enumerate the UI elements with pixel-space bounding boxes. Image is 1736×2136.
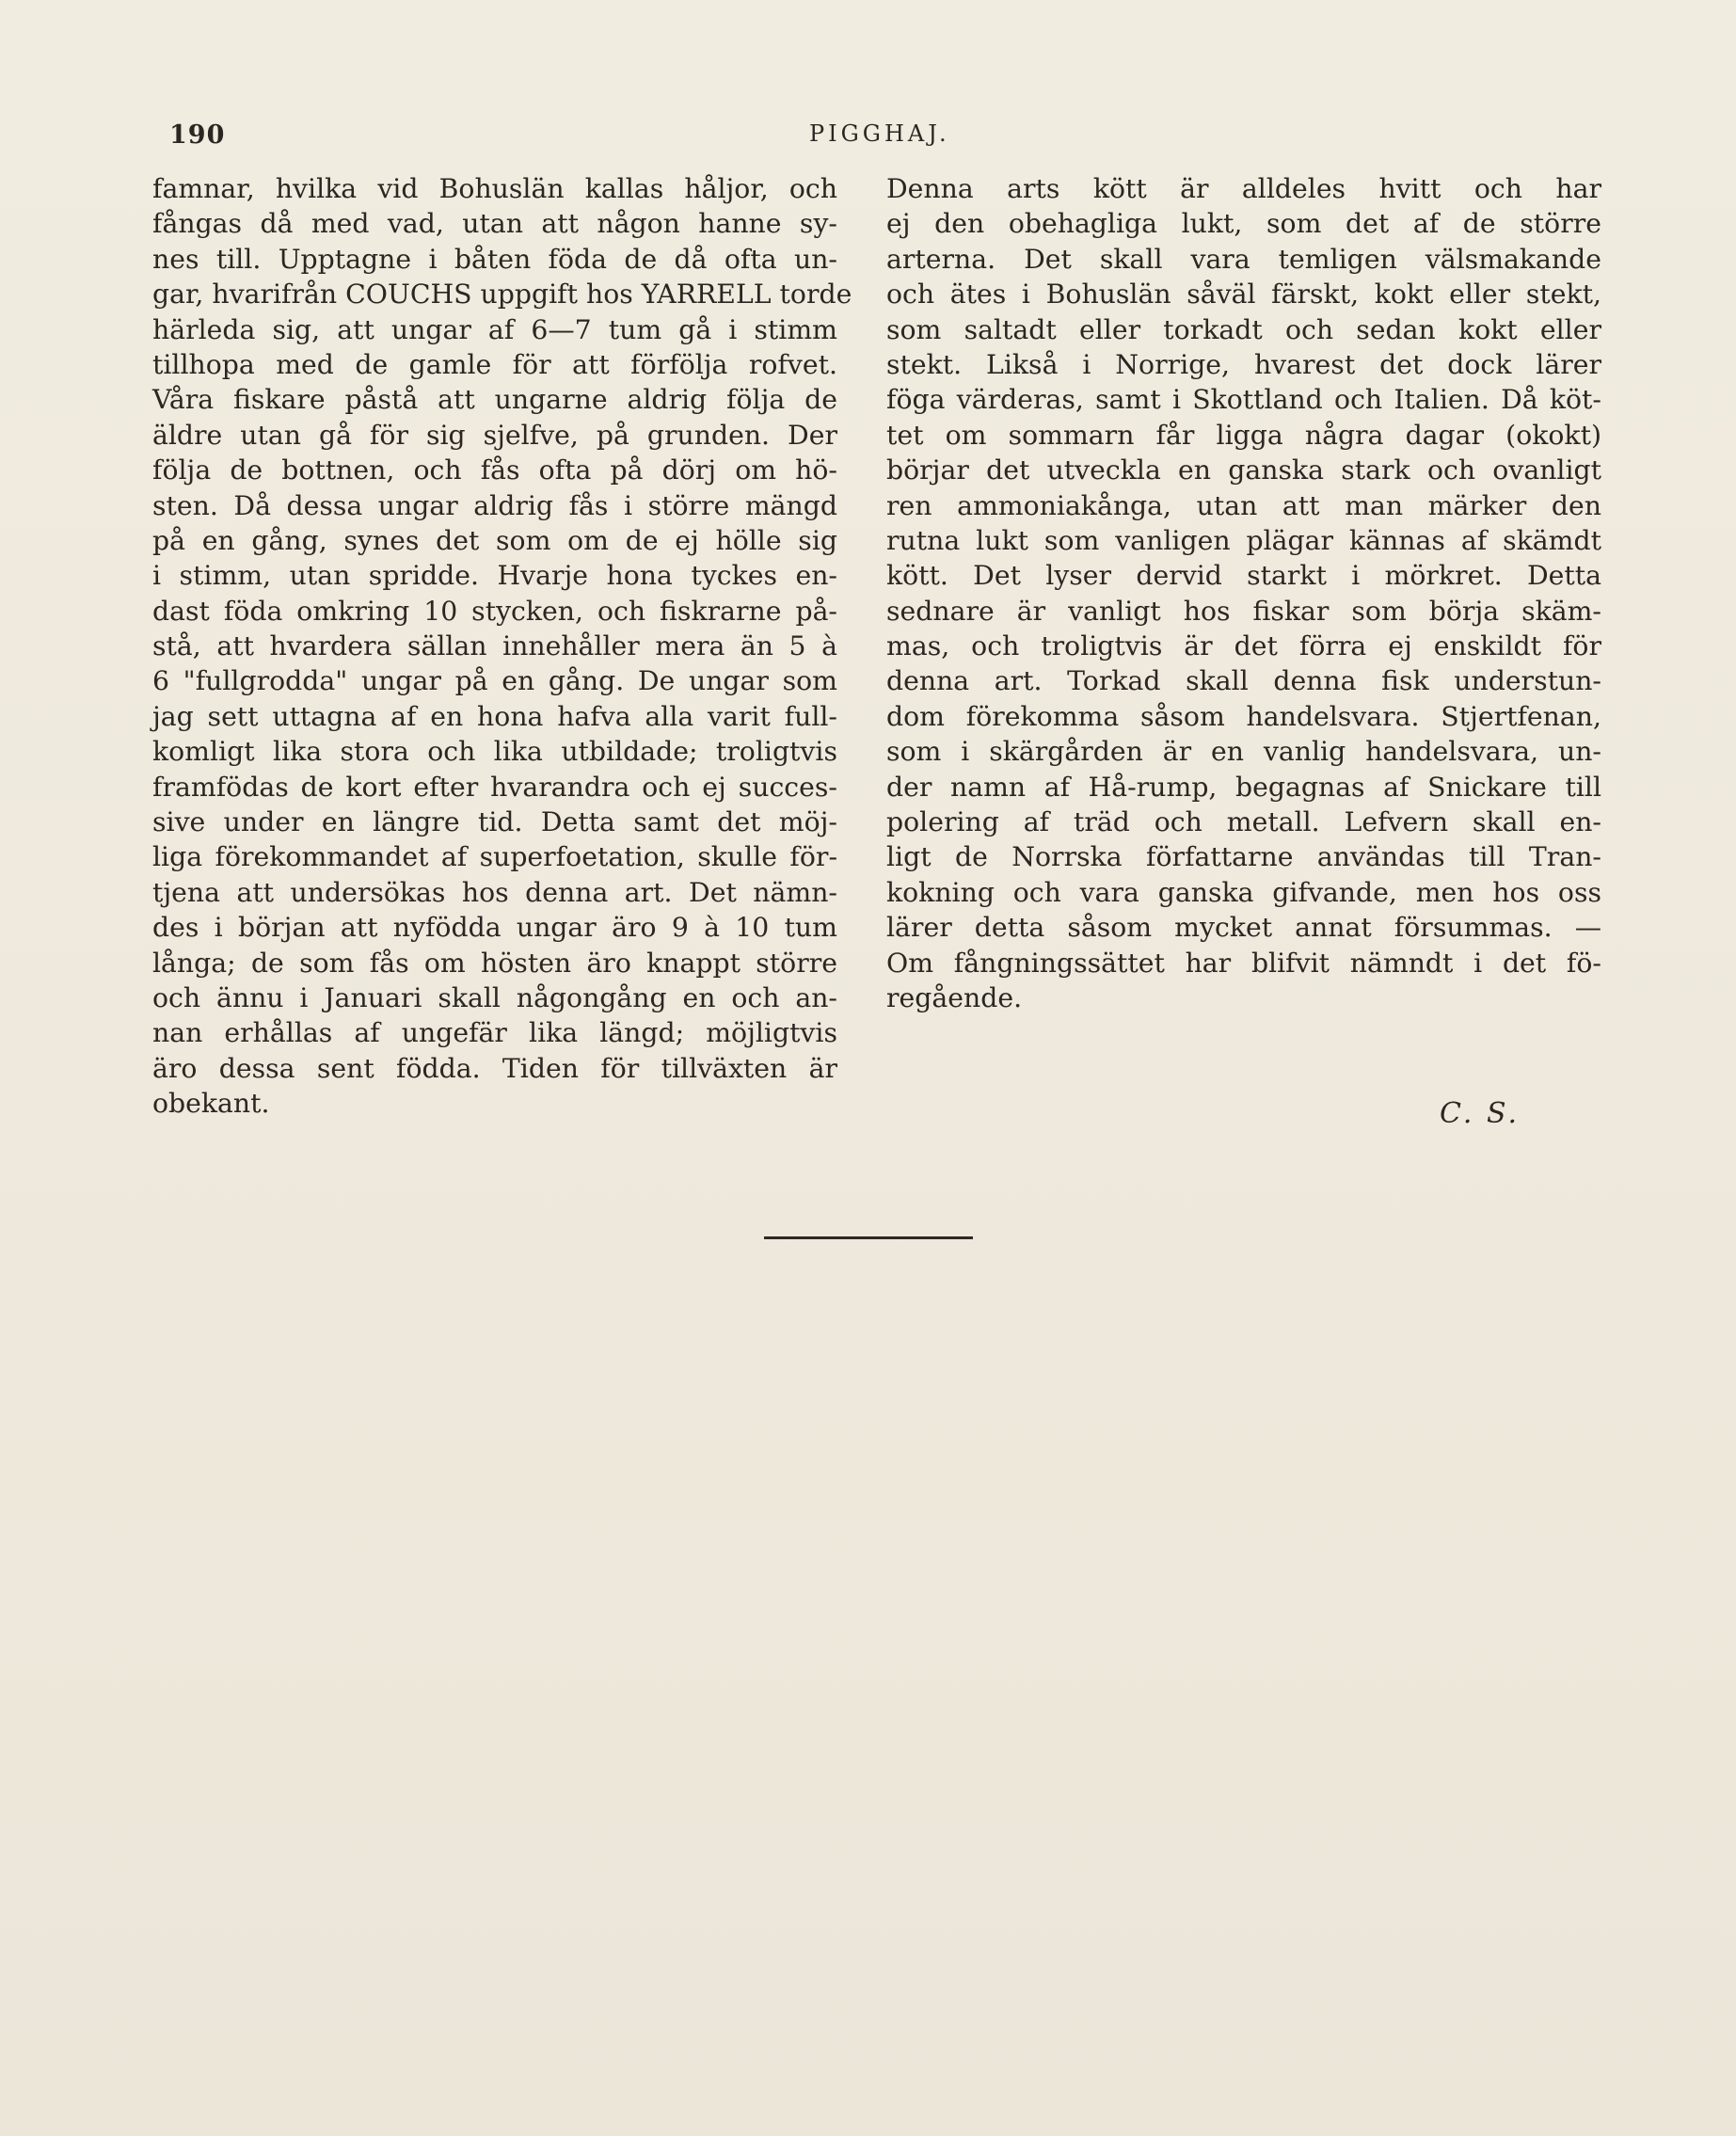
text-line: stå, att hvardera sällan innehåller mera än 5 à [152,630,837,662]
text-line: komligt lika stora och lika utbildade; troligtvis [152,736,837,768]
text-line: nan erhållas af ungefär lika längd; möjligtvis [152,1017,837,1049]
text-line: obekant. [152,1088,270,1120]
page-number: 190 [169,120,226,150]
text-line: des i början att nyfödda ungar äro 9 à 10 tum [152,912,837,944]
text-line: dom förekomma såsom handelsvara. Stjertfenan, [886,700,1601,732]
text-line: äldre utan gå för sig sjelfve, på grunden. Der [152,419,837,451]
text-line: gar, hvarifrån COUCHS uppgift hos YARRELL torde [152,279,852,311]
text-line: polering af träd och metall. Lefvern skall en- [886,806,1601,838]
text-line: der namn af Hå-rump, begagnas af Snickare till [886,771,1601,803]
text-line: rutna lukt som vanligen plägar kännas af skämdt [886,524,1601,556]
text-line: ej den obehagliga lukt, som det af de större [886,208,1601,240]
text-line: och ätes i Bohuslän såväl färskt, kokt eller stekt, [886,279,1601,311]
text-line: mas, och troligtvis är det förra ej enskildt för [886,630,1601,662]
text-line: kött. Det lyser dervid starkt i mörkret. Detta [886,560,1601,592]
text-line: Våra fiskare påstå att ungarne aldrig följa de [152,384,837,416]
text-line: famnar, hvilka vid Bohuslän kallas håljor, och [152,173,837,204]
text-line: Om fångningssättet har blifvit nämndt i det fö- [886,947,1601,979]
text-line: sten. Då dessa ungar aldrig fås i större mängd [152,489,837,521]
text-line: Denna arts kött är alldeles hvitt och har [886,173,1601,204]
text-line: som i skärgården är en vanlig handelsvara, un- [886,736,1601,768]
text-line: fångas då med vad, utan att någon hanne sy- [152,208,837,240]
text-line: och ännu i Januari skall någongång en och an- [152,981,837,1013]
text-line: äro dessa sent födda. Tiden för tillväxten är [152,1052,837,1084]
text-line: sednare är vanligt hos fiskar som börja skäm- [886,595,1601,627]
text-line: dast föda omkring 10 stycken, och fiskrarne på- [152,595,837,627]
text-line: följa de bottnen, och fås ofta på dörj om hö- [152,454,837,486]
text-line: jag sett uttagna af en hona hafva alla varit full- [152,700,837,732]
text-line: börjar det utveckla en ganska stark och ovanligt [886,454,1601,486]
text-line: denna art. Torkad skall denna fisk understun- [886,665,1601,697]
text-line: stekt. Likså i Norrige, hvarest det dock lärer [886,348,1601,380]
text-line: som saltadt eller torkadt och sedan kokt eller [886,313,1601,345]
text-line: lärer detta såsom mycket annat försummas. — [886,912,1601,944]
text-line: långa; de som fås om hösten äro knappt större [152,947,837,979]
text-line: nes till. Upptagne i båten föda de då ofta un- [152,243,837,275]
text-line: härleda sig, att ungar af 6—7 tum gå i stimm [152,313,837,345]
text-line: 6 "fullgrodda" ungar på en gång. De ungar som [152,665,837,697]
text-line: tjena att undersökas hos denna art. Det nämn- [152,876,837,908]
text-line: liga förekommandet af superfoetation, skulle för- [152,841,837,873]
right-column [886,171,1601,1015]
text-line: i stimm, utan spridde. Hvarje hona tyckes en- [152,560,837,592]
text-line: tet om sommarn får ligga några dagar (okokt) [886,419,1601,451]
text-line: framfödas de kort efter hvarandra och ej succes- [152,771,837,803]
text-line: på en gång, synes det som om de ej hölle sig [152,524,837,556]
text-line: arterna. Det skall vara temligen välsmakande [886,243,1601,275]
text-line: föga värderas, samt i Skottland och Italien. Då köt- [886,384,1601,416]
text-line: kokning och vara ganska gifvande, men hos oss [886,876,1601,908]
author-signature: C. S. [1440,1097,1520,1130]
section-divider-rule [764,1236,973,1239]
text-line: sive under en längre tid. Detta samt det möj- [152,806,837,838]
text-line: regående. [886,981,1023,1013]
text-line: ligt de Norrska författarne användas till Tran- [886,841,1601,873]
text-line: ren ammoniakånga, utan att man märker den [886,489,1601,521]
left-column [152,171,852,1122]
text-line: tillhopa med de gamle för att förfölja rofvet. [152,348,837,380]
running-title: PIGGHAJ. [809,120,950,147]
page-header [160,120,1590,158]
